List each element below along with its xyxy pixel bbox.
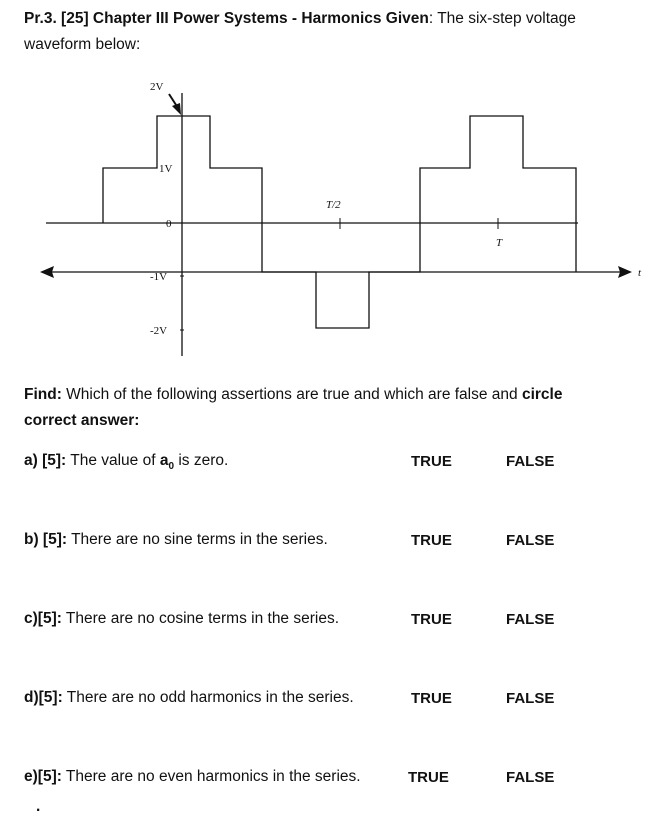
question-d: [24, 689, 354, 707]
question-a-text-end: is zero.: [174, 452, 229, 469]
question-a-subscript: 0: [168, 461, 175, 473]
question-b: [24, 531, 328, 549]
question-a-label: a) [5]:: [24, 452, 67, 469]
find-statement-line2: correct answer:: [24, 412, 140, 429]
question-c-label: c)[5]:: [24, 610, 62, 627]
question-e-true-option[interactable]: TRUE: [408, 769, 449, 786]
question-c: [24, 610, 339, 628]
question-c-text: There are no cosine terms in the series.: [61, 610, 340, 627]
question-d-label: d)[5]:: [24, 689, 63, 706]
label-pointer-2v-head: [172, 103, 181, 115]
label-half-period: T/2: [326, 199, 341, 211]
time-axis-left-arrow: [40, 266, 54, 278]
label-minus-2v: -2V: [150, 325, 168, 337]
question-a-symbol: a: [159, 452, 169, 469]
problem-subtitle: waveform below:: [24, 36, 141, 53]
find-label: Find:: [24, 386, 62, 403]
question-e-false-option[interactable]: FALSE: [506, 769, 555, 786]
find-circle-word: circle: [521, 386, 563, 403]
find-text: Which of the following assertions are true and which are false and: [61, 386, 522, 403]
question-a-false-option[interactable]: FALSE: [506, 453, 555, 470]
question-d-true-option[interactable]: TRUE: [411, 690, 452, 707]
question-d-false-option[interactable]: FALSE: [506, 690, 555, 707]
problem-title-rest: : The six-step voltage: [428, 10, 576, 27]
label-time: t: [638, 267, 642, 279]
footer-mark: .: [36, 798, 41, 815]
problem-title-bold: Pr.3. [25] Chapter III Power Systems - Harmonics Given: [24, 10, 429, 27]
question-e-label: e)[5]:: [24, 768, 62, 785]
question-b-false-option[interactable]: FALSE: [506, 532, 555, 549]
question-c-false-option[interactable]: FALSE: [506, 611, 555, 628]
question-b-true-option[interactable]: TRUE: [411, 532, 452, 549]
question-c-true-option[interactable]: TRUE: [411, 611, 452, 628]
six-step-waveform-figure: [0, 0, 656, 370]
find-statement: [24, 385, 562, 405]
question-d-text: There are no odd harmonics in the series.: [62, 689, 354, 706]
question-e-text: There are no even harmonics in the series.: [61, 768, 361, 785]
question-a-text: The value of: [66, 452, 160, 469]
time-axis-right-arrow: [618, 266, 632, 278]
question-e: [24, 768, 361, 786]
question-a: [24, 452, 228, 472]
label-1v: 1V: [159, 163, 173, 175]
label-minus-1v: -1V: [150, 271, 168, 283]
label-2v: 2V: [150, 81, 164, 93]
question-a-true-option[interactable]: TRUE: [411, 453, 452, 470]
question-b-label: b) [5]:: [24, 531, 68, 548]
label-zero: 0: [166, 218, 172, 230]
label-period: T: [496, 237, 503, 249]
question-b-text: There are no sine terms in the series.: [67, 531, 328, 548]
